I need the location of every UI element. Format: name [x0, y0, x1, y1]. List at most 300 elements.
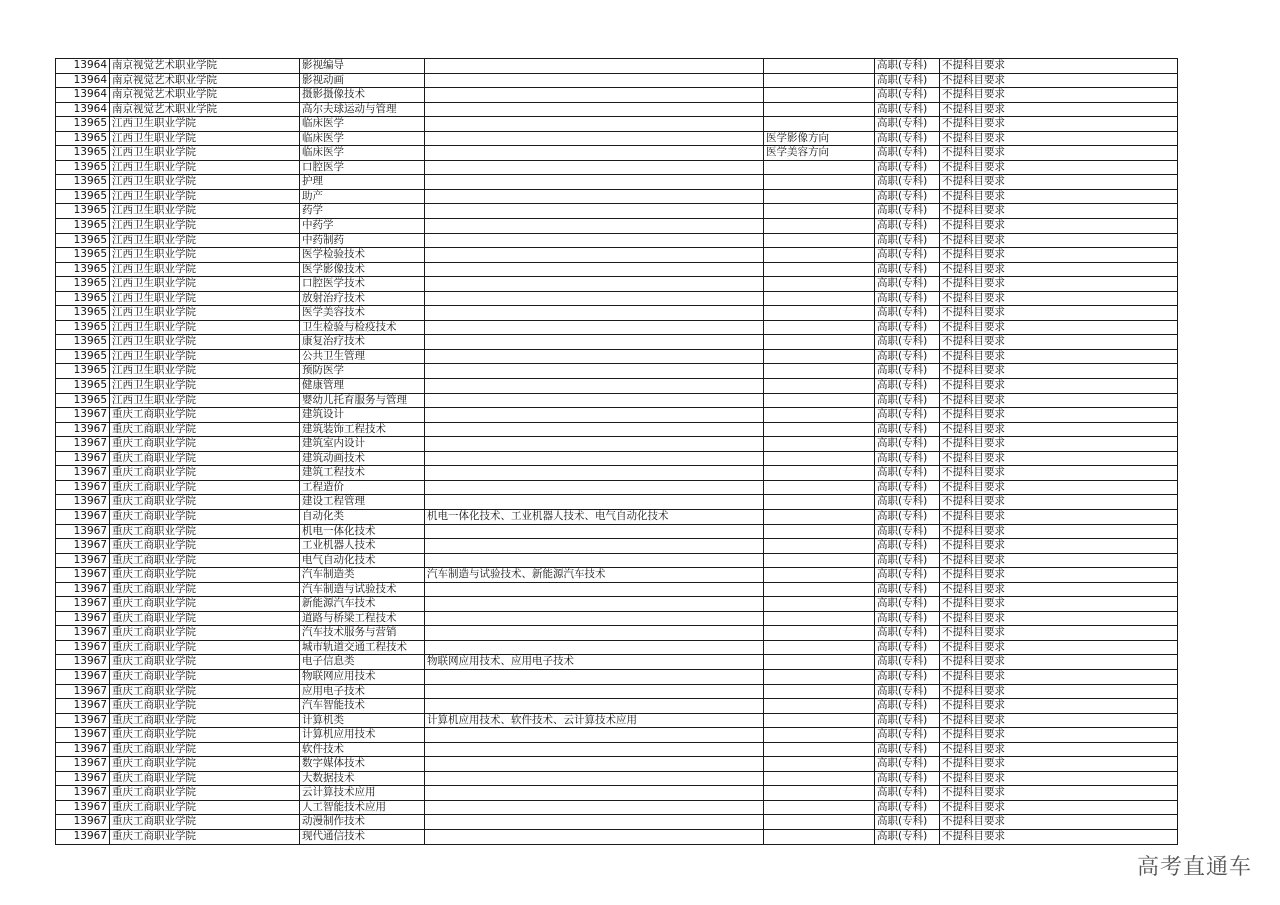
major-name-cell: 护理: [300, 175, 425, 190]
school-code-cell: 13965: [56, 219, 110, 234]
table-row: [56, 728, 1178, 743]
school-code-cell: 13967: [56, 509, 110, 524]
school-name-cell: 重庆工商职业学院: [110, 713, 300, 728]
major-direction-cell: [764, 699, 875, 714]
table-row: [56, 349, 1178, 364]
school-code-cell: 13965: [56, 160, 110, 175]
major-name-cell: 医学影像技术: [300, 262, 425, 277]
level-cell: 高职(专科): [875, 553, 940, 568]
level-cell: 高职(专科): [875, 684, 940, 699]
school-name-cell: 重庆工商职业学院: [110, 451, 300, 466]
major-direction-cell: [764, 233, 875, 248]
table-row: [56, 597, 1178, 612]
level-cell: 高职(专科): [875, 699, 940, 714]
level-cell: 高职(专科): [875, 379, 940, 394]
included-majors-cell: 机电一体化技术、工业机器人技术、电气自动化技术: [425, 509, 764, 524]
included-majors-cell: [425, 742, 764, 757]
school-name-cell: 重庆工商职业学院: [110, 640, 300, 655]
major-name-cell: 健康管理: [300, 379, 425, 394]
subject-requirement-cell: 不提科目要求: [940, 102, 1178, 117]
admission-table: [55, 58, 1178, 845]
included-majors-cell: [425, 335, 764, 350]
subject-requirement-cell: 不提科目要求: [940, 495, 1178, 510]
school-name-cell: 重庆工商职业学院: [110, 626, 300, 641]
included-majors-cell: [425, 771, 764, 786]
subject-requirement-cell: 不提科目要求: [940, 379, 1178, 394]
major-direction-cell: [764, 655, 875, 670]
major-name-cell: 计算机应用技术: [300, 728, 425, 743]
major-direction-cell: [764, 713, 875, 728]
school-name-cell: 重庆工商职业学院: [110, 669, 300, 684]
major-direction-cell: [764, 160, 875, 175]
school-name-cell: 重庆工商职业学院: [110, 655, 300, 670]
included-majors-cell: [425, 291, 764, 306]
major-name-cell: 临床医学: [300, 117, 425, 132]
major-direction-cell: [764, 786, 875, 801]
school-code-cell: 13965: [56, 349, 110, 364]
major-name-cell: 城市轨道交通工程技术: [300, 640, 425, 655]
major-direction-cell: [764, 219, 875, 234]
table-row: [56, 393, 1178, 408]
table-row: [56, 495, 1178, 510]
major-name-cell: 电子信息类: [300, 655, 425, 670]
subject-requirement-cell: 不提科目要求: [940, 539, 1178, 554]
school-code-cell: 13967: [56, 437, 110, 452]
major-name-cell: 建筑设计: [300, 408, 425, 423]
level-cell: 高职(专科): [875, 160, 940, 175]
subject-requirement-cell: 不提科目要求: [940, 626, 1178, 641]
school-name-cell: 重庆工商职业学院: [110, 480, 300, 495]
major-direction-cell: [764, 262, 875, 277]
level-cell: 高职(专科): [875, 306, 940, 321]
school-code-cell: 13964: [56, 59, 110, 74]
table-row: [56, 277, 1178, 292]
major-direction-cell: [764, 320, 875, 335]
level-cell: 高职(专科): [875, 742, 940, 757]
major-name-cell: 助产: [300, 189, 425, 204]
school-name-cell: 江西卫生职业学院: [110, 131, 300, 146]
major-direction-cell: [764, 480, 875, 495]
major-direction-cell: [764, 73, 875, 88]
table-row: [56, 233, 1178, 248]
included-majors-cell: [425, 524, 764, 539]
level-cell: 高职(专科): [875, 204, 940, 219]
subject-requirement-cell: 不提科目要求: [940, 771, 1178, 786]
subject-requirement-cell: 不提科目要求: [940, 568, 1178, 583]
school-code-cell: 13967: [56, 451, 110, 466]
level-cell: 高职(专科): [875, 582, 940, 597]
included-majors-cell: [425, 553, 764, 568]
table-row: [56, 611, 1178, 626]
table-row: [56, 320, 1178, 335]
subject-requirement-cell: 不提科目要求: [940, 422, 1178, 437]
major-name-cell: 放射治疗技术: [300, 291, 425, 306]
subject-requirement-cell: 不提科目要求: [940, 160, 1178, 175]
subject-requirement-cell: 不提科目要求: [940, 408, 1178, 423]
school-name-cell: 江西卫生职业学院: [110, 349, 300, 364]
major-direction-cell: [764, 771, 875, 786]
level-cell: 高职(专科): [875, 248, 940, 263]
subject-requirement-cell: 不提科目要求: [940, 320, 1178, 335]
subject-requirement-cell: 不提科目要求: [940, 146, 1178, 161]
school-name-cell: 重庆工商职业学院: [110, 509, 300, 524]
school-code-cell: 13965: [56, 233, 110, 248]
table-row: [56, 524, 1178, 539]
level-cell: 高职(专科): [875, 466, 940, 481]
included-majors-cell: [425, 204, 764, 219]
school-name-cell: 重庆工商职业学院: [110, 684, 300, 699]
major-direction-cell: [764, 59, 875, 74]
subject-requirement-cell: 不提科目要求: [940, 699, 1178, 714]
school-name-cell: 重庆工商职业学院: [110, 800, 300, 815]
major-direction-cell: [764, 422, 875, 437]
included-majors-cell: [425, 466, 764, 481]
school-code-cell: 13965: [56, 117, 110, 132]
school-name-cell: 重庆工商职业学院: [110, 815, 300, 830]
subject-requirement-cell: 不提科目要求: [940, 582, 1178, 597]
major-name-cell: 临床医学: [300, 131, 425, 146]
table-row: [56, 175, 1178, 190]
table-row: [56, 291, 1178, 306]
subject-requirement-cell: 不提科目要求: [940, 640, 1178, 655]
school-code-cell: 13967: [56, 495, 110, 510]
school-name-cell: 江西卫生职业学院: [110, 306, 300, 321]
level-cell: 高职(专科): [875, 88, 940, 103]
school-code-cell: 13965: [56, 393, 110, 408]
school-code-cell: 13967: [56, 728, 110, 743]
school-name-cell: 重庆工商职业学院: [110, 539, 300, 554]
table-row: [56, 262, 1178, 277]
major-direction-cell: [764, 248, 875, 263]
school-name-cell: 重庆工商职业学院: [110, 771, 300, 786]
major-direction-cell: [764, 364, 875, 379]
subject-requirement-cell: 不提科目要求: [940, 117, 1178, 132]
major-direction-cell: [764, 611, 875, 626]
level-cell: 高职(专科): [875, 175, 940, 190]
major-direction-cell: [764, 524, 875, 539]
included-majors-cell: [425, 306, 764, 321]
table-row: [56, 771, 1178, 786]
included-majors-cell: [425, 189, 764, 204]
school-name-cell: 重庆工商职业学院: [110, 582, 300, 597]
major-name-cell: 建筑动画技术: [300, 451, 425, 466]
subject-requirement-cell: 不提科目要求: [940, 262, 1178, 277]
subject-requirement-cell: 不提科目要求: [940, 306, 1178, 321]
table-row: [56, 364, 1178, 379]
school-name-cell: 重庆工商职业学院: [110, 728, 300, 743]
major-name-cell: 云计算技术应用: [300, 786, 425, 801]
school-name-cell: 重庆工商职业学院: [110, 699, 300, 714]
major-name-cell: 应用电子技术: [300, 684, 425, 699]
level-cell: 高职(专科): [875, 495, 940, 510]
school-code-cell: 13967: [56, 771, 110, 786]
subject-requirement-cell: 不提科目要求: [940, 233, 1178, 248]
included-majors-cell: [425, 582, 764, 597]
included-majors-cell: [425, 233, 764, 248]
major-name-cell: 公共卫生管理: [300, 349, 425, 364]
major-direction-cell: [764, 393, 875, 408]
major-name-cell: 动漫制作技术: [300, 815, 425, 830]
major-name-cell: 汽车智能技术: [300, 699, 425, 714]
school-name-cell: 江西卫生职业学院: [110, 364, 300, 379]
school-name-cell: 江西卫生职业学院: [110, 160, 300, 175]
major-direction-cell: [764, 640, 875, 655]
school-code-cell: 13967: [56, 742, 110, 757]
included-majors-cell: [425, 146, 764, 161]
major-name-cell: 口腔医学技术: [300, 277, 425, 292]
included-majors-cell: 计算机应用技术、软件技术、云计算技术应用: [425, 713, 764, 728]
included-majors-cell: [425, 757, 764, 772]
included-majors-cell: [425, 320, 764, 335]
level-cell: 高职(专科): [875, 262, 940, 277]
school-name-cell: 江西卫生职业学院: [110, 320, 300, 335]
table-row: [56, 102, 1178, 117]
major-direction-cell: [764, 509, 875, 524]
level-cell: 高职(专科): [875, 800, 940, 815]
school-name-cell: 重庆工商职业学院: [110, 568, 300, 583]
included-majors-cell: [425, 349, 764, 364]
major-direction-cell: [764, 117, 875, 132]
major-direction-cell: 医学美容方向: [764, 146, 875, 161]
school-name-cell: 重庆工商职业学院: [110, 495, 300, 510]
included-majors-cell: [425, 364, 764, 379]
major-direction-cell: [764, 437, 875, 452]
subject-requirement-cell: 不提科目要求: [940, 713, 1178, 728]
level-cell: 高职(专科): [875, 102, 940, 117]
major-name-cell: 建筑室内设计: [300, 437, 425, 452]
major-direction-cell: [764, 349, 875, 364]
school-name-cell: 江西卫生职业学院: [110, 277, 300, 292]
school-name-cell: 江西卫生职业学院: [110, 189, 300, 204]
level-cell: 高职(专科): [875, 815, 940, 830]
table-row: [56, 408, 1178, 423]
subject-requirement-cell: 不提科目要求: [940, 757, 1178, 772]
subject-requirement-cell: 不提科目要求: [940, 742, 1178, 757]
school-name-cell: 重庆工商职业学院: [110, 553, 300, 568]
included-majors-cell: [425, 248, 764, 263]
major-direction-cell: [764, 626, 875, 641]
school-name-cell: 江西卫生职业学院: [110, 204, 300, 219]
major-name-cell: 电气自动化技术: [300, 553, 425, 568]
level-cell: 高职(专科): [875, 539, 940, 554]
school-code-cell: 13967: [56, 626, 110, 641]
included-majors-cell: [425, 88, 764, 103]
major-direction-cell: [764, 88, 875, 103]
school-name-cell: 南京视觉艺术职业学院: [110, 59, 300, 74]
table-row: [56, 829, 1178, 844]
school-code-cell: 13967: [56, 422, 110, 437]
major-direction-cell: [764, 277, 875, 292]
level-cell: 高职(专科): [875, 655, 940, 670]
level-cell: 高职(专科): [875, 757, 940, 772]
level-cell: 高职(专科): [875, 640, 940, 655]
table-row: [56, 131, 1178, 146]
subject-requirement-cell: 不提科目要求: [940, 88, 1178, 103]
school-code-cell: 13967: [56, 699, 110, 714]
school-code-cell: 13967: [56, 655, 110, 670]
major-direction-cell: [764, 553, 875, 568]
table-row: [56, 189, 1178, 204]
subject-requirement-cell: 不提科目要求: [940, 73, 1178, 88]
major-name-cell: 新能源汽车技术: [300, 597, 425, 612]
major-name-cell: 计算机类: [300, 713, 425, 728]
table-row: [56, 640, 1178, 655]
school-code-cell: 13967: [56, 800, 110, 815]
included-majors-cell: [425, 728, 764, 743]
school-name-cell: 江西卫生职业学院: [110, 335, 300, 350]
major-direction-cell: [764, 539, 875, 554]
included-majors-cell: [425, 73, 764, 88]
level-cell: 高职(专科): [875, 73, 940, 88]
table-row: [56, 219, 1178, 234]
included-majors-cell: [425, 815, 764, 830]
included-majors-cell: [425, 800, 764, 815]
level-cell: 高职(专科): [875, 422, 940, 437]
major-name-cell: 医学检验技术: [300, 248, 425, 263]
major-name-cell: 高尔夫球运动与管理: [300, 102, 425, 117]
subject-requirement-cell: 不提科目要求: [940, 437, 1178, 452]
subject-requirement-cell: 不提科目要求: [940, 219, 1178, 234]
school-code-cell: 13965: [56, 335, 110, 350]
major-name-cell: 中药学: [300, 219, 425, 234]
level-cell: 高职(专科): [875, 568, 940, 583]
table-row: [56, 786, 1178, 801]
major-name-cell: 建筑工程技术: [300, 466, 425, 481]
table-row: [56, 713, 1178, 728]
subject-requirement-cell: 不提科目要求: [940, 786, 1178, 801]
subject-requirement-cell: 不提科目要求: [940, 393, 1178, 408]
subject-requirement-cell: 不提科目要求: [940, 59, 1178, 74]
major-name-cell: 建设工程管理: [300, 495, 425, 510]
school-name-cell: 江西卫生职业学院: [110, 146, 300, 161]
school-code-cell: 13967: [56, 553, 110, 568]
major-direction-cell: [764, 800, 875, 815]
table-row: [56, 248, 1178, 263]
subject-requirement-cell: 不提科目要求: [940, 131, 1178, 146]
school-name-cell: 重庆工商职业学院: [110, 422, 300, 437]
major-direction-cell: [764, 175, 875, 190]
table-row: [56, 451, 1178, 466]
major-direction-cell: [764, 102, 875, 117]
school-code-cell: 13965: [56, 306, 110, 321]
subject-requirement-cell: 不提科目要求: [940, 728, 1178, 743]
school-code-cell: 13965: [56, 364, 110, 379]
included-majors-cell: [425, 277, 764, 292]
table-row: [56, 553, 1178, 568]
level-cell: 高职(专科): [875, 509, 940, 524]
subject-requirement-cell: 不提科目要求: [940, 669, 1178, 684]
subject-requirement-cell: 不提科目要求: [940, 611, 1178, 626]
major-direction-cell: [764, 451, 875, 466]
school-name-cell: 重庆工商职业学院: [110, 466, 300, 481]
major-name-cell: 婴幼儿托育服务与管理: [300, 393, 425, 408]
subject-requirement-cell: 不提科目要求: [940, 204, 1178, 219]
subject-requirement-cell: 不提科目要求: [940, 364, 1178, 379]
school-code-cell: 13965: [56, 248, 110, 263]
table-row: [56, 204, 1178, 219]
included-majors-cell: [425, 626, 764, 641]
included-majors-cell: [425, 684, 764, 699]
major-direction-cell: [764, 306, 875, 321]
school-code-cell: 13965: [56, 320, 110, 335]
major-name-cell: 建筑装饰工程技术: [300, 422, 425, 437]
table-row: [56, 800, 1178, 815]
major-name-cell: 自动化类: [300, 509, 425, 524]
table-row: [56, 117, 1178, 132]
table-row: [56, 742, 1178, 757]
major-name-cell: 康复治疗技术: [300, 335, 425, 350]
school-code-cell: 13967: [56, 524, 110, 539]
major-direction-cell: [764, 582, 875, 597]
included-majors-cell: [425, 262, 764, 277]
school-name-cell: 南京视觉艺术职业学院: [110, 88, 300, 103]
school-code-cell: 13967: [56, 597, 110, 612]
included-majors-cell: [425, 437, 764, 452]
school-code-cell: 13965: [56, 262, 110, 277]
major-name-cell: 摄影摄像技术: [300, 88, 425, 103]
level-cell: 高职(专科): [875, 669, 940, 684]
major-direction-cell: [764, 669, 875, 684]
school-code-cell: 13965: [56, 291, 110, 306]
level-cell: 高职(专科): [875, 335, 940, 350]
watermark-text: 高考直通车: [1136, 855, 1252, 880]
major-name-cell: 中药制药: [300, 233, 425, 248]
table-row: [56, 626, 1178, 641]
school-code-cell: 13965: [56, 204, 110, 219]
subject-requirement-cell: 不提科目要求: [940, 524, 1178, 539]
table-row: [56, 757, 1178, 772]
school-code-cell: 13967: [56, 408, 110, 423]
subject-requirement-cell: 不提科目要求: [940, 335, 1178, 350]
table-row: [56, 699, 1178, 714]
major-direction-cell: [764, 408, 875, 423]
major-name-cell: 现代通信技术: [300, 829, 425, 844]
level-cell: 高职(专科): [875, 219, 940, 234]
subject-requirement-cell: 不提科目要求: [940, 597, 1178, 612]
major-name-cell: 汽车技术服务与营销: [300, 626, 425, 641]
included-majors-cell: [425, 786, 764, 801]
school-code-cell: 13967: [56, 669, 110, 684]
school-code-cell: 13967: [56, 568, 110, 583]
table-row: [56, 160, 1178, 175]
table-row: [56, 539, 1178, 554]
major-name-cell: 软件技术: [300, 742, 425, 757]
school-name-cell: 江西卫生职业学院: [110, 393, 300, 408]
major-name-cell: 数字媒体技术: [300, 757, 425, 772]
included-majors-cell: [425, 131, 764, 146]
subject-requirement-cell: 不提科目要求: [940, 189, 1178, 204]
major-name-cell: 卫生检验与检疫技术: [300, 320, 425, 335]
subject-requirement-cell: 不提科目要求: [940, 349, 1178, 364]
school-code-cell: 13967: [56, 713, 110, 728]
subject-requirement-cell: 不提科目要求: [940, 800, 1178, 815]
table-row: [56, 669, 1178, 684]
school-name-cell: 重庆工商职业学院: [110, 437, 300, 452]
school-code-cell: 13967: [56, 684, 110, 699]
included-majors-cell: 物联网应用技术、应用电子技术: [425, 655, 764, 670]
level-cell: 高职(专科): [875, 233, 940, 248]
included-majors-cell: [425, 59, 764, 74]
included-majors-cell: 汽车制造与试验技术、新能源汽车技术: [425, 568, 764, 583]
included-majors-cell: [425, 379, 764, 394]
level-cell: 高职(专科): [875, 480, 940, 495]
school-code-cell: 13965: [56, 131, 110, 146]
level-cell: 高职(专科): [875, 117, 940, 132]
table-row: [56, 655, 1178, 670]
level-cell: 高职(专科): [875, 451, 940, 466]
level-cell: 高职(专科): [875, 786, 940, 801]
level-cell: 高职(专科): [875, 713, 940, 728]
